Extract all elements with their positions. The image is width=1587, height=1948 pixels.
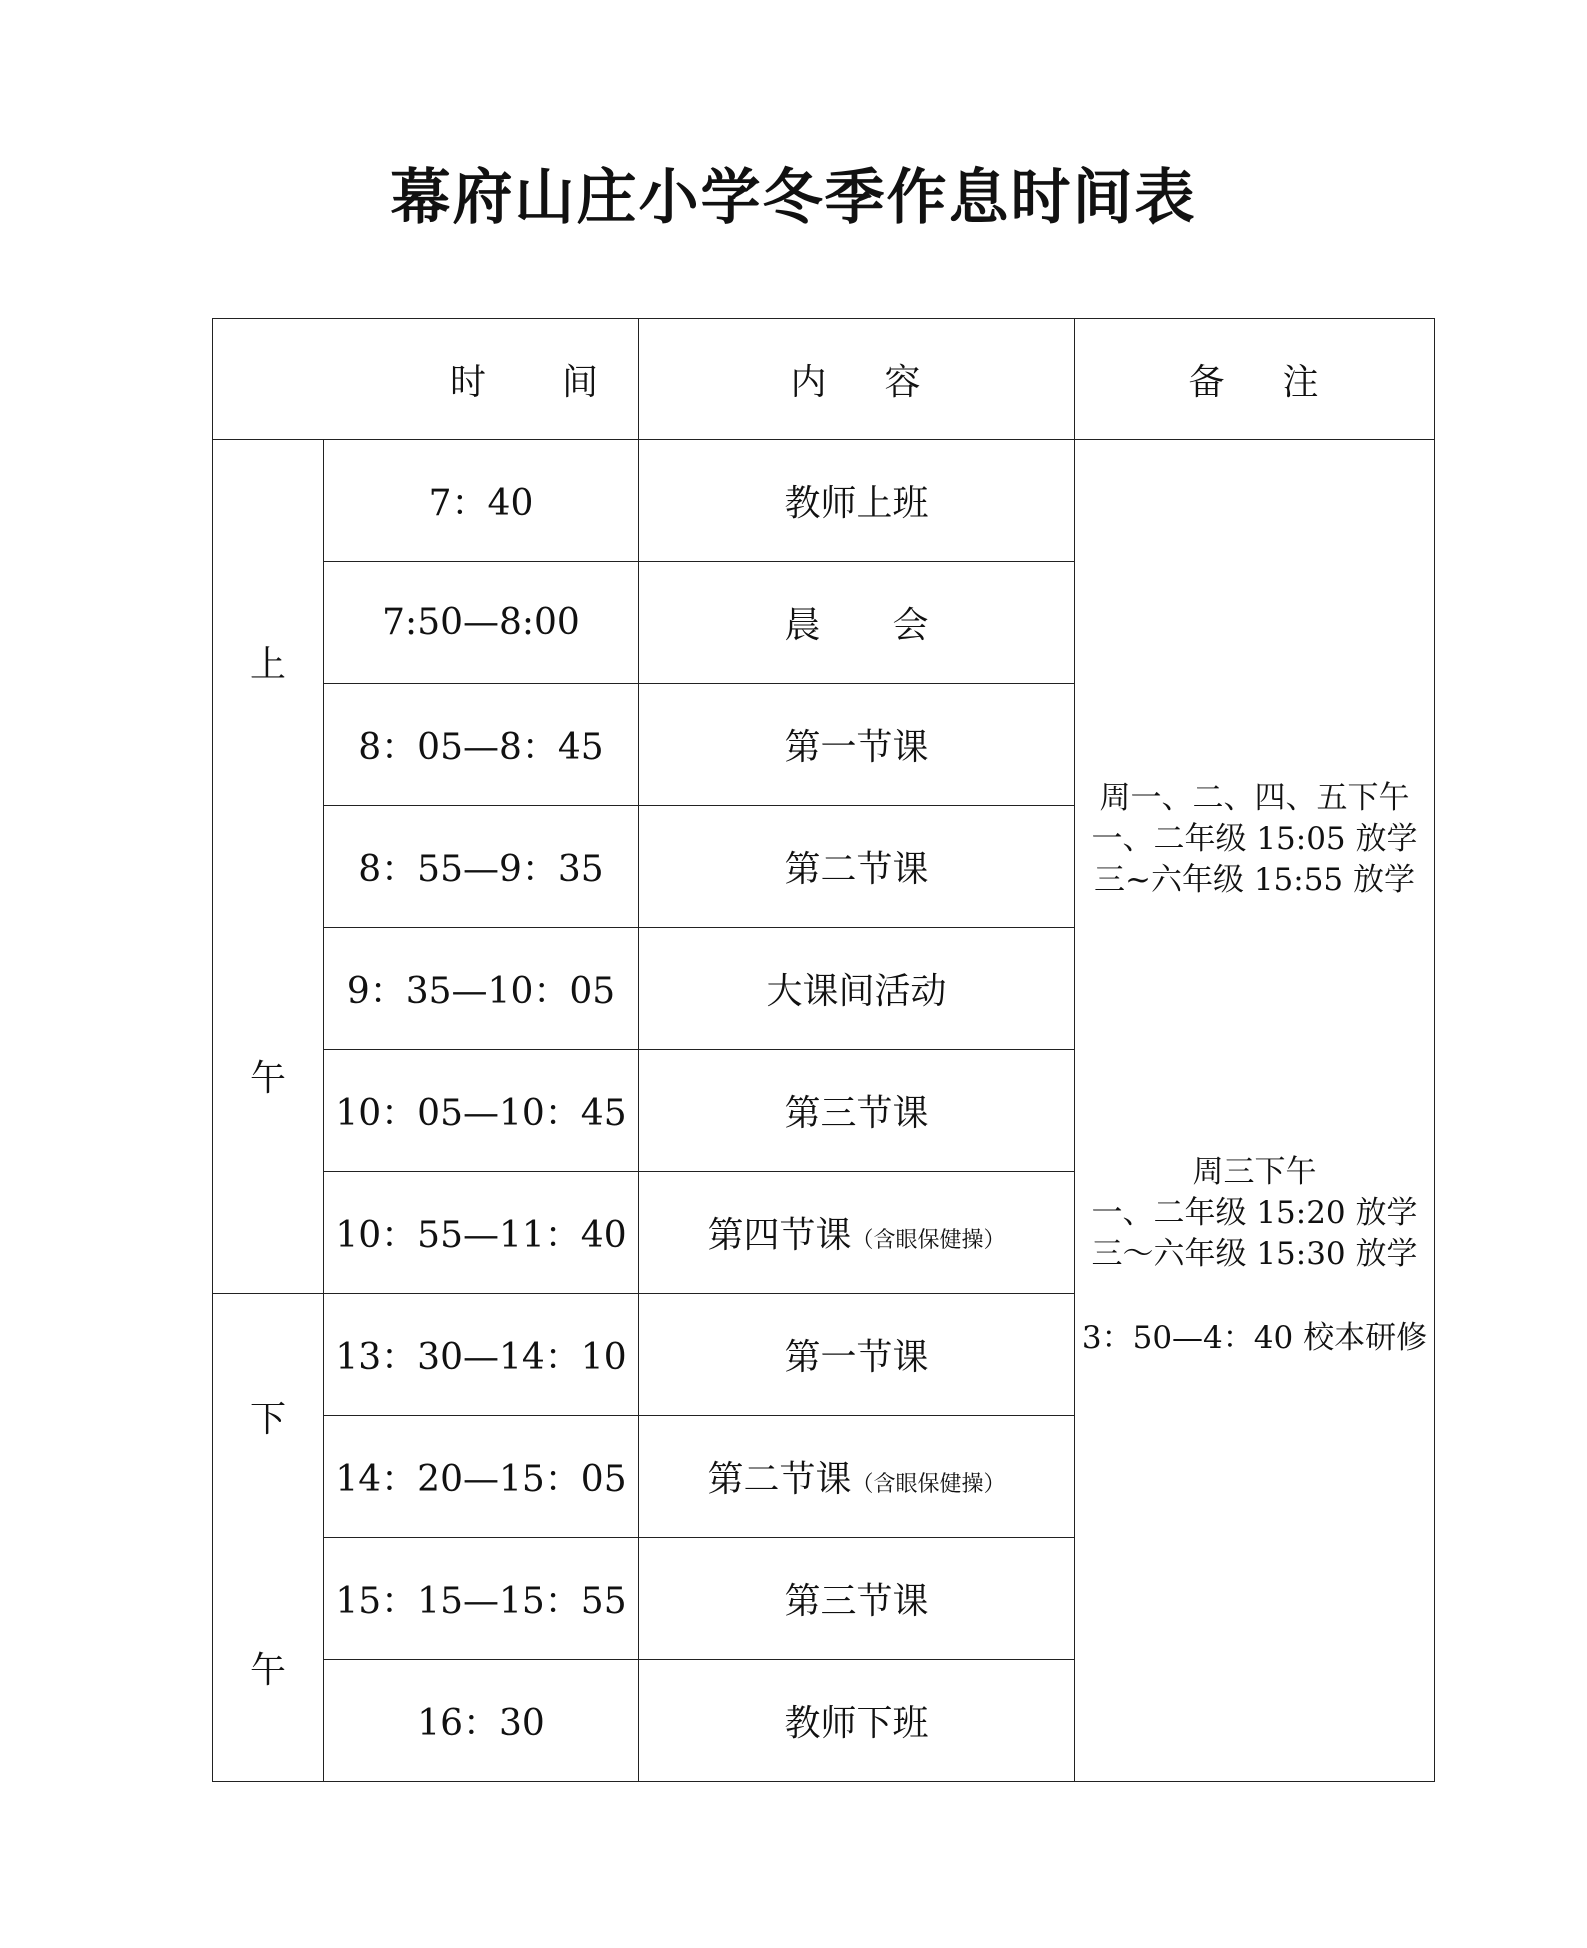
time-cell: 14：20—15：05	[324, 1416, 639, 1538]
content-cell	[639, 1660, 1075, 1782]
note-cell	[1075, 440, 1435, 1782]
note-line: 一、二年级 15:05 放学	[1091, 821, 1418, 857]
content-cell	[639, 806, 1075, 928]
note-line: 三～六年级 15:30 放学	[1091, 1236, 1418, 1272]
header-time	[213, 319, 639, 440]
header-note	[1075, 319, 1435, 440]
content-text: 第二节课	[707, 1459, 852, 1500]
time-cell: 7:50—8:00	[324, 562, 639, 684]
time-cell: 9：35—10：05	[324, 928, 639, 1050]
period-afternoon-char-2: 午	[249, 1650, 286, 1691]
header-content-char-2: 容	[884, 361, 923, 403]
header-content-char-1: 内	[790, 361, 829, 403]
note-line: 一、二年级 15:20 放学	[1091, 1195, 1418, 1231]
time-cell: 8：55—9：35	[324, 806, 639, 928]
content-note: （含眼保健操）	[851, 1228, 1006, 1253]
content-text: 第三节课	[784, 1581, 929, 1622]
note-block-research	[1075, 1318, 1434, 1359]
time-cell: 13：30—14：10	[324, 1294, 639, 1416]
schedule-table	[212, 318, 1435, 1782]
time-cell: 10：55—11：40	[324, 1172, 639, 1294]
period-morning-char-1: 上	[249, 644, 286, 685]
table-header-row	[213, 319, 1435, 440]
content-text: 第一节课	[784, 727, 929, 768]
note-line: 3：50—4：40 校本研修	[1081, 1320, 1428, 1356]
content-cell	[639, 1294, 1075, 1416]
time-cell: 16：30	[324, 1660, 639, 1782]
header-note-char-2: 注	[1282, 361, 1321, 403]
content-text: 教师上班	[784, 483, 929, 524]
time-cell: 10：05—10：45	[324, 1050, 639, 1172]
header-content	[639, 319, 1075, 440]
content-note: （含眼保健操）	[851, 1472, 1006, 1497]
content-text: 大课间活动	[766, 971, 947, 1012]
period-afternoon	[213, 1294, 324, 1782]
page-title: 幕府山庄小学冬季作息时间表	[390, 163, 1197, 233]
header-note-char-1: 备	[1188, 361, 1227, 403]
note-block-weekday	[1075, 778, 1434, 901]
content-text: 第三节课	[784, 1093, 929, 1134]
note-line: 周三下午	[1192, 1154, 1317, 1190]
content-text: 第四节课	[707, 1215, 852, 1256]
content-cell	[639, 1538, 1075, 1660]
content-cell	[639, 1172, 1075, 1294]
content-text: 晨 会	[784, 605, 929, 646]
content-text: 第二节课	[784, 849, 929, 890]
table-row	[213, 440, 1435, 562]
content-cell	[639, 1416, 1075, 1538]
header-time-char-2: 间	[561, 361, 600, 403]
note-line: 三~六年级 15:55 放学	[1093, 862, 1416, 898]
header-time-char-1: 时	[449, 361, 488, 403]
note-block-wednesday	[1075, 1152, 1434, 1275]
time-cell: 7：40	[324, 440, 639, 562]
note-line: 周一、二、四、五下午	[1099, 780, 1410, 816]
period-morning	[213, 440, 324, 1294]
content-cell	[639, 562, 1075, 684]
time-cell: 8：05—8：45	[324, 684, 639, 806]
content-cell	[639, 684, 1075, 806]
content-cell	[639, 1050, 1075, 1172]
content-text: 第一节课	[784, 1337, 929, 1378]
time-cell: 15：15—15：55	[324, 1538, 639, 1660]
content-cell	[639, 928, 1075, 1050]
period-morning-char-2: 午	[249, 1058, 286, 1099]
content-cell	[639, 440, 1075, 562]
period-afternoon-char-1: 下	[249, 1399, 286, 1440]
content-text: 教师下班	[784, 1703, 929, 1744]
